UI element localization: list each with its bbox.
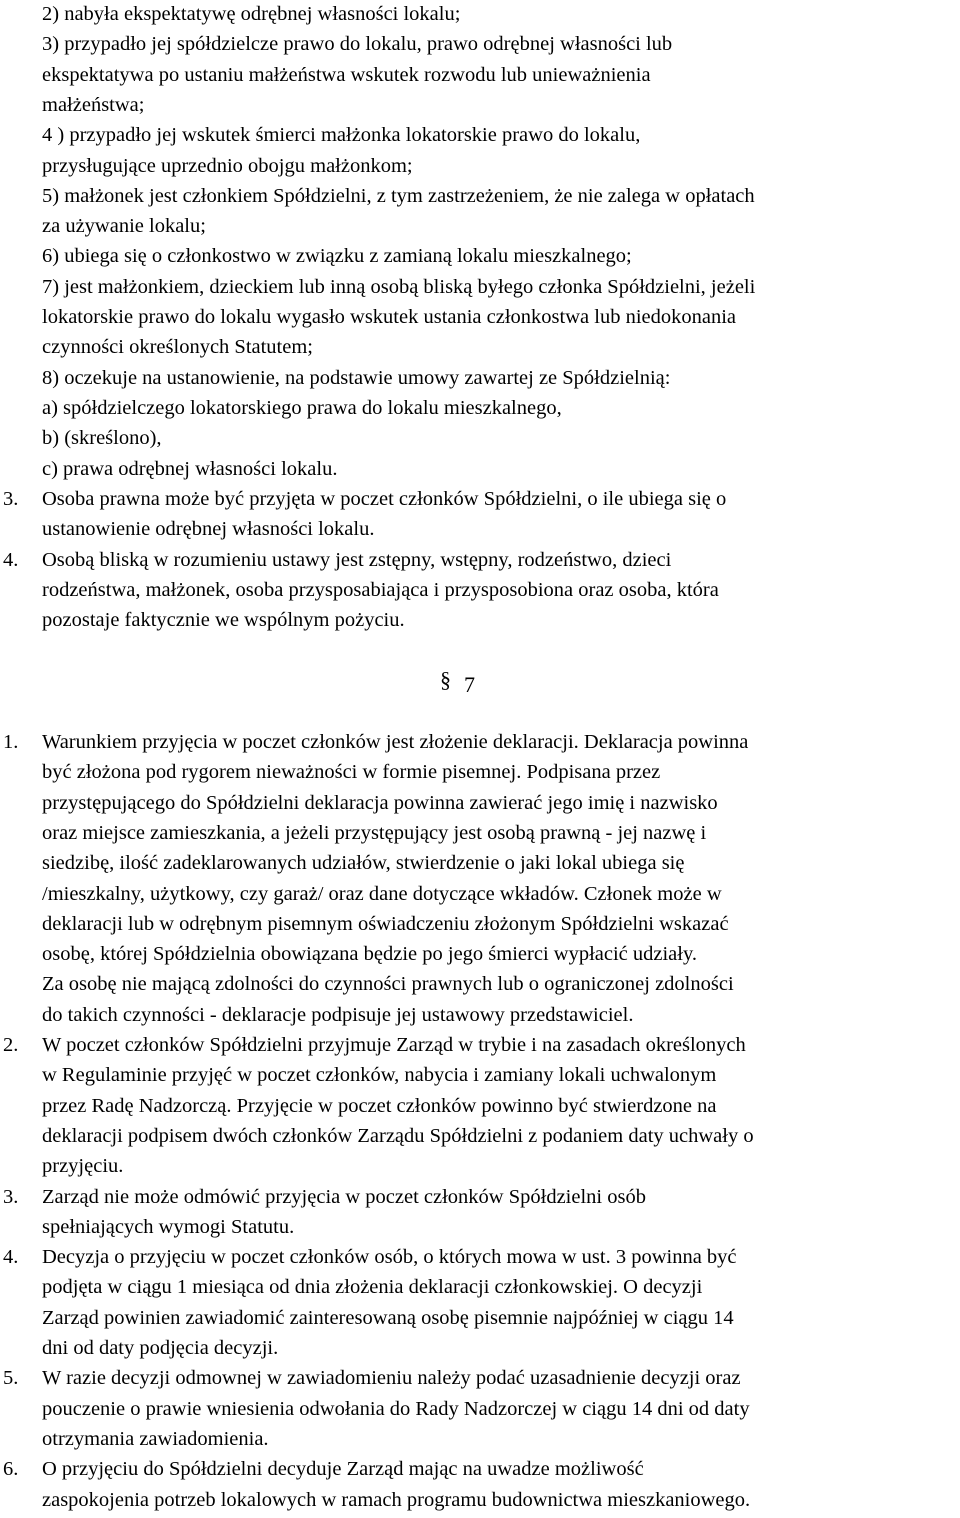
point-text-line: rodzeństwa, małżonek, osoba przysposabiająca i przysposobiona oraz osoba, która xyxy=(42,578,719,601)
point-text-line: oraz miejsce zamieszkania, a jeżeli przystępujący jest osobą prawną - jej nazwę i xyxy=(42,821,707,844)
upper-line-text-line: ekspektatywa po ustaniu małżeństwa wskutek rozwodu lub unieważnienia xyxy=(42,63,651,86)
point-text-line: zaspokojenia potrzeb lokalowych w ramach programu budownictwa mieszkaniowego. xyxy=(42,1488,751,1511)
upper-line-text-line: czynności określonych Statutem; xyxy=(42,336,313,359)
upper-line-text-line: 5) małżonek jest członkiem Spółdzielni, z tym zastrzeżeniem, że nie zalega w opłatach xyxy=(42,184,755,207)
point-text-line: deklaracji lub w odrębnym pisemnym oświadczeniu złożonym Spółdzielni wskazać xyxy=(42,912,729,935)
point-text-line: być złożona pod rygorem nieważności w formie pisemnej. Podpisana przez xyxy=(42,761,661,784)
upper-line-text-line: przysługujące uprzednio obojgu małżonkom; xyxy=(42,154,413,177)
point-text-line: dni od daty podjęcia decyzji. xyxy=(42,1337,279,1359)
point-text-line: Za osobę nie mającą zdolności do czynności prawnych lub o ograniczonej zdolności xyxy=(42,973,734,996)
point-text-line: osobę, której Spółdzielnia obowiązana będzie po jego śmierci wypłacić udziały. xyxy=(42,943,698,966)
upper-line-text-line: a) spółdzielczego lokatorskiego prawa do lokalu mieszkalnego, xyxy=(42,396,562,419)
point-text-line: przystępującego do Spółdzielni deklaracja powinna zawierać jego imię i nazwisko xyxy=(42,791,718,814)
upper-line-text-line: małżeństwa; xyxy=(42,93,145,116)
point-number: 3. xyxy=(3,488,19,510)
upper-line-text-line: 6) ubiega się o członkostwo w związku z zamianą lokalu mieszkalnego; xyxy=(42,245,632,268)
upper-line-text-line: b) (skreślono), xyxy=(42,427,162,450)
upper-line-text-line: 2) nabyła ekspektatywę odrębnej własności lokalu; xyxy=(42,3,461,25)
section-number: 7 xyxy=(464,672,475,697)
upper-line-text-line: c) prawa odrębnej własności lokalu. xyxy=(42,457,338,480)
point-text-line: przyjęciu. xyxy=(42,1155,124,1178)
point-text-line: Warunkiem przyjęcia w poczet członków jest złożenie deklaracji. Deklaracja powinna xyxy=(42,731,749,753)
point-text-line: Osobą bliską w rozumieniu ustawy jest zstępny, wstępny, rodzeństwo, dzieci xyxy=(42,548,672,571)
upper-line-text-line: 7) jest małżonkiem, dzieckiem lub inną osobą bliską byłego członka Spółdzielni, jeżeli xyxy=(42,275,756,298)
point-text-line: /mieszkalny, użytkowy, czy garaż/ oraz dane dotyczące wkładów. Członek może w xyxy=(42,882,722,905)
point-number: 4. xyxy=(3,548,19,571)
point-text-line: O przyjęciu do Spółdzielni decyduje Zarząd mając na uwadze możliwość xyxy=(42,1458,644,1481)
point-text-line: podjęta w ciągu 1 miesiąca od dnia złożenia deklaracji członkowskiej. O decyzji xyxy=(42,1276,703,1299)
upper-line-text-line: 4 ) przypadło jej wskutek śmierci małżonka lokatorskie prawo do lokalu, xyxy=(42,124,641,147)
point-text-line: do takich czynności - deklaracje podpisuje jej ustawowy przedstawiciel. xyxy=(42,1003,634,1026)
point-text-line: otrzymania zawiadomienia. xyxy=(42,1427,269,1450)
point-text-line: ustanowienie odrębnej własności lokalu. xyxy=(42,518,375,541)
point-text-line: siedzibę, ilość zadeklarowanych udziałów, stwierdzenie o jaki lokal ubiega się xyxy=(42,852,685,875)
point-text-line: pozostaje faktycznie we wspólnym pożyciu. xyxy=(42,609,405,632)
point-number: 4. xyxy=(3,1246,19,1269)
point-number: 3. xyxy=(3,1185,19,1208)
point-number: 1. xyxy=(3,731,19,753)
point-text-line: deklaracji podpisem dwóch członków Zarządu Spółdzielni z podaniem daty uchwały o xyxy=(42,1124,754,1147)
point-text-line: przez Radę Nadzorczą. Przyjęcie w poczet członków powinno być stwierdzone na xyxy=(42,1094,717,1117)
point-text-line: Zarząd nie może odmówić przyjęcia w poczet członków Spółdzielni osób xyxy=(42,1185,646,1208)
point-text-line: Osoba prawna może być przyjęta w poczet członków Spółdzielni, o ile ubiega się o xyxy=(42,488,727,510)
point-text-line: W razie decyzji odmownej w zawiadomieniu należy podać uzasadnienie decyzji oraz xyxy=(42,1367,741,1390)
upper-line-text-line: lokatorskie prawo do lokalu wygasło wskutek ustania członkostwa lub niedokonania xyxy=(42,306,737,328)
upper-line-text-line: 8) oczekuje na ustanowienie, na podstawie umowy zawartej ze Spółdzielnią: xyxy=(42,366,671,389)
point-text-line: w Regulaminie przyjęć w poczet członków, nabycia i zamiany lokali uchwalonym xyxy=(42,1064,717,1087)
point-text-line: spełniających wymogi Statutu. xyxy=(42,1215,295,1238)
upper-line-text-line: 3) przypadło jej spółdzielcze prawo do lokalu, prawo odrębnej własności lub xyxy=(42,33,673,56)
point-text-line: W poczet członków Spółdzielni przyjmuje Zarząd w trybie i na zasadach określonych xyxy=(42,1034,746,1056)
point-text-line: pouczenie o prawie wniesienia odwołania do Rady Nadzorczej w ciągu 14 dni od daty xyxy=(42,1397,750,1420)
point-text-line: Decyzja o przyjęciu w poczet członków osób, o których mowa w ust. 3 powinna być xyxy=(42,1246,737,1269)
point-number: 2. xyxy=(3,1034,19,1056)
section-sign: § xyxy=(440,667,451,692)
upper-line-text-line: za używanie lokalu; xyxy=(42,215,206,238)
point-number: 5. xyxy=(3,1367,19,1390)
point-text-line: Zarząd powinien zawiadomić zainteresowaną osobę pisemnie najpóźniej w ciągu 14 xyxy=(42,1306,734,1329)
point-number: 6. xyxy=(3,1458,19,1481)
